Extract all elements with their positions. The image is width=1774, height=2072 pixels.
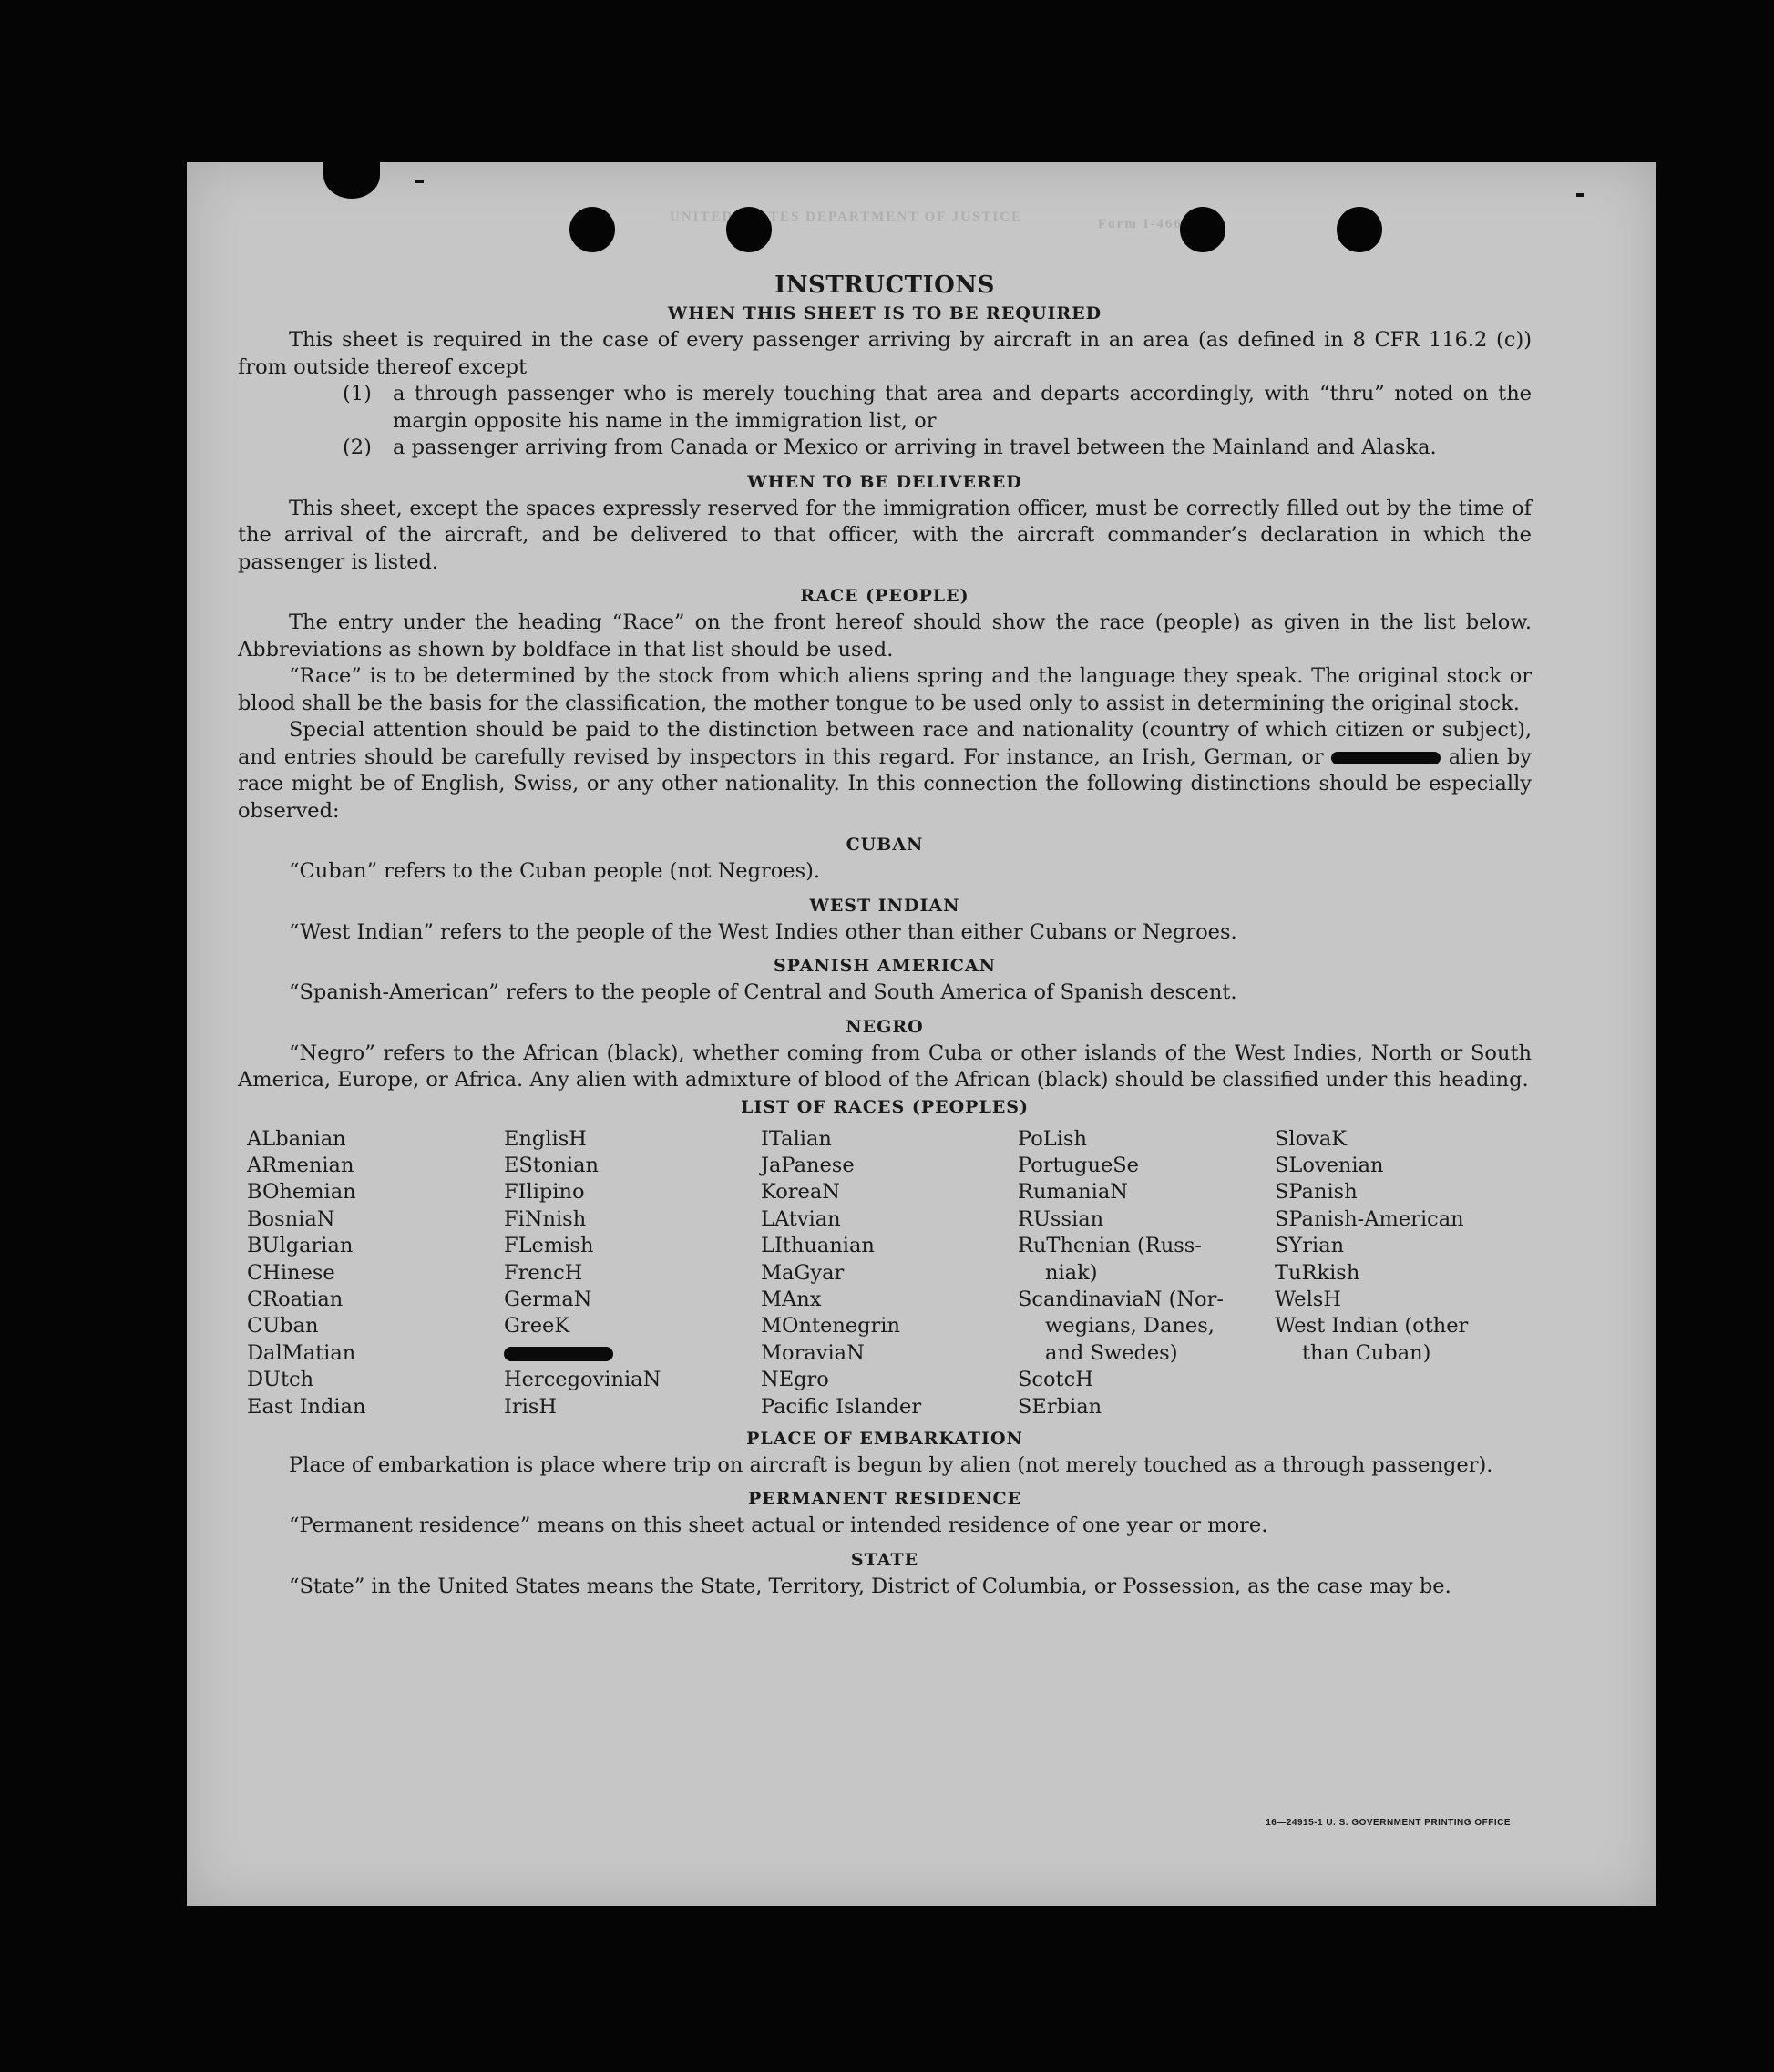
- race-entry: West Indian (other: [1275, 1314, 1469, 1339]
- paragraph: “State” in the United States means the State, Territory, District of Columbia, or Possession, as the case may be.: [289, 1574, 1451, 1598]
- race-entry: BUlgarian: [247, 1234, 354, 1258]
- section-heading: RACE (PEOPLE): [800, 586, 969, 606]
- race-entry: MoraviaN: [761, 1340, 865, 1365]
- race-entry: CUban: [247, 1314, 319, 1339]
- section-heading: CUBAN: [846, 835, 924, 855]
- race-entry: NEgro: [761, 1368, 829, 1392]
- list-number: (2): [343, 436, 372, 459]
- race-entry: DUtch: [247, 1368, 314, 1392]
- race-entry: SPanish-American: [1275, 1206, 1464, 1231]
- race-entry: EStonian: [504, 1153, 600, 1177]
- race-entry: [504, 1340, 761, 1367]
- race-entry: RUssian: [1018, 1206, 1104, 1231]
- race-entry: MOntenegrin: [761, 1314, 900, 1339]
- race-entry: BosniaN: [247, 1206, 335, 1231]
- race-column: [1018, 1126, 1275, 1421]
- race-entry: WelsH: [1275, 1287, 1341, 1311]
- document-page: [187, 162, 1656, 1906]
- race-entry: SLovenian: [1275, 1153, 1384, 1177]
- race-entry: RuThenian (Russ-: [1018, 1234, 1202, 1258]
- race-entry: KoreaN: [761, 1180, 840, 1205]
- race-entry: FLemish: [504, 1234, 594, 1258]
- race-entry: [1275, 1367, 1532, 1393]
- race-entry: BOhemian: [247, 1180, 356, 1205]
- race-entry: than Cuban): [1302, 1340, 1431, 1365]
- race-column: [761, 1126, 1018, 1421]
- race-entry: [1275, 1394, 1532, 1421]
- race-entry: ITalian: [761, 1126, 832, 1151]
- race-entry: ARmenian: [247, 1153, 354, 1177]
- punch-hole: [1337, 207, 1382, 252]
- race-entry: and Swedes): [1045, 1340, 1178, 1365]
- paragraph: The entry under the heading “Race” on the front hereof should show the race (people) as given in the list below. Abbreviations as shown by boldface in that list should be used.: [238, 610, 1532, 662]
- race-entry: PortugueSe: [1018, 1153, 1140, 1177]
- print-code: 16—24915-1 U. S. GOVERNMENT PRINTING OFFICE: [1266, 1818, 1511, 1828]
- race-list: [238, 1126, 1532, 1421]
- race-entry: MaGyar: [761, 1260, 845, 1285]
- race-entry: JaPanese: [761, 1153, 855, 1177]
- torn-notch: [323, 151, 380, 199]
- redaction-mark: [1331, 752, 1441, 764]
- race-column: [247, 1126, 504, 1421]
- section-heading: LIST OF RACES (PEOPLES): [741, 1096, 1029, 1117]
- list-item: [238, 381, 1532, 435]
- section-heading: SPANISH AMERICAN: [773, 956, 997, 976]
- section-heading: PERMANENT RESIDENCE: [747, 1489, 1022, 1510]
- paragraph: This sheet is required in the case of every passenger arriving by aircraft in an area (as defined in 8 CFR 116.2 (c)) from outside thereof except: [238, 328, 1532, 379]
- race-entry: ScotcH: [1018, 1368, 1093, 1392]
- race-entry: IrisH: [504, 1394, 558, 1419]
- page-title: INSTRUCTIONS: [774, 272, 995, 299]
- bleed-through-text: Form I-466: [1098, 217, 1183, 231]
- race-entry: DalMatian: [247, 1340, 356, 1365]
- race-column: [504, 1126, 761, 1421]
- race-entry: FIlipino: [504, 1180, 585, 1205]
- race-entry: LAtvian: [761, 1206, 841, 1231]
- race-entry: SlovaK: [1275, 1126, 1348, 1151]
- race-entry: CRoatian: [247, 1287, 344, 1311]
- race-entry: FiNnish: [504, 1206, 587, 1231]
- paragraph-part: Special attention should be paid to the distinction between race and nationality (country of which citizen or subject), and entries should be carefully revised by inspectors in this regard. For instance, an Irish, German, or: [238, 718, 1532, 769]
- race-column: [1275, 1126, 1532, 1421]
- paragraph: “Negro” refers to the African (black), whether coming from Cuba or other islands of the West Indies, North or South America, Europe, or Africa. Any alien with admixture of blood of the African (black) should be classified under this heading.: [238, 1041, 1532, 1092]
- race-entry: wegians, Danes,: [1045, 1314, 1215, 1339]
- speck: [1576, 193, 1584, 197]
- race-entry: niak): [1045, 1260, 1098, 1285]
- race-entry: Pacific Islander: [761, 1394, 922, 1419]
- race-entry: SYrian: [1275, 1234, 1345, 1258]
- punch-hole: [569, 207, 615, 252]
- race-entry: GermaN: [504, 1287, 592, 1311]
- paragraph: “Race” is to be determined by the stock from which aliens spring and the language they speak. The original stock or blood shall be the basis for the classification, the mother tongue to be used only to assist in determining the original stock.: [238, 664, 1532, 715]
- paragraph: “West Indian” refers to the people of the West Indies other than either Cubans or Negroes.: [289, 919, 1237, 944]
- race-entry: EnglisH: [504, 1126, 587, 1151]
- list-text: a passenger arriving from Canada or Mexico or arriving in travel between the Mainland and Alaska.: [393, 436, 1437, 459]
- punch-hole: [1180, 207, 1225, 252]
- race-entry: FrencH: [504, 1260, 583, 1285]
- race-entry: GreeK: [504, 1314, 570, 1339]
- speck: [415, 180, 424, 183]
- section-heading: WEST INDIAN: [809, 895, 960, 916]
- paragraph: “Spanish-American” refers to the people of Central and South America of Spanish descent.: [289, 980, 1237, 1004]
- paragraph: “Cuban” refers to the Cuban people (not Negroes).: [289, 859, 821, 883]
- section-heading: STATE: [850, 1549, 919, 1570]
- race-entry: LIthuanian: [761, 1234, 875, 1258]
- race-entry: PoLish: [1018, 1126, 1087, 1151]
- section-heading: WHEN TO BE DELIVERED: [747, 471, 1022, 492]
- race-entry: TuRkish: [1275, 1260, 1360, 1285]
- paragraph: “Permanent residence” means on this sheet actual or intended residence of one year or more.: [289, 1513, 1268, 1538]
- paragraph: Place of embarkation is place where trip on aircraft is begun by alien (not merely touched as a through passenger).: [289, 1452, 1493, 1477]
- race-entry: CHinese: [247, 1260, 335, 1285]
- race-entry: SErbian: [1018, 1394, 1102, 1419]
- list-text: a through passenger who is merely touching that area and departs accordingly, with “thru” noted on the margin opposite his name in the immigration list, or: [393, 382, 1532, 433]
- race-entry: ALbanian: [247, 1126, 346, 1151]
- section-heading: NEGRO: [846, 1016, 924, 1037]
- section-heading: WHEN THIS SHEET IS TO BE REQUIRED: [667, 303, 1102, 323]
- instructions-body: [238, 270, 1532, 1600]
- race-entry: ScandinaviaN (Nor-: [1018, 1287, 1224, 1311]
- paragraph: This sheet, except the spaces expressly reserved for the immigration officer, must be correctly filled out by the time of the arrival of the aircraft, and be delivered to that officer, with the aircraft commander’s declaration in which the passenger is listed.: [238, 496, 1532, 574]
- redaction-mark: [504, 1347, 613, 1361]
- race-entry: HercegoviniaN: [504, 1368, 661, 1392]
- race-entry: SPanish: [1275, 1180, 1358, 1205]
- list-item: [238, 435, 1532, 462]
- race-entry: East Indian: [247, 1394, 366, 1419]
- race-entry: MAnx: [761, 1287, 822, 1311]
- paragraph: [238, 717, 1532, 825]
- bleed-through-text: UNITED STATES DEPARTMENT OF JUSTICE: [670, 210, 1023, 224]
- paragraph-part: alien by race might be of English, Swiss, or any other nationality. In this connection the following distinctions should be especially observed:: [238, 744, 1532, 823]
- list-number: (1): [343, 382, 372, 405]
- section-heading: PLACE OF EMBARKATION: [746, 1428, 1023, 1449]
- race-entry: RumaniaN: [1018, 1180, 1128, 1205]
